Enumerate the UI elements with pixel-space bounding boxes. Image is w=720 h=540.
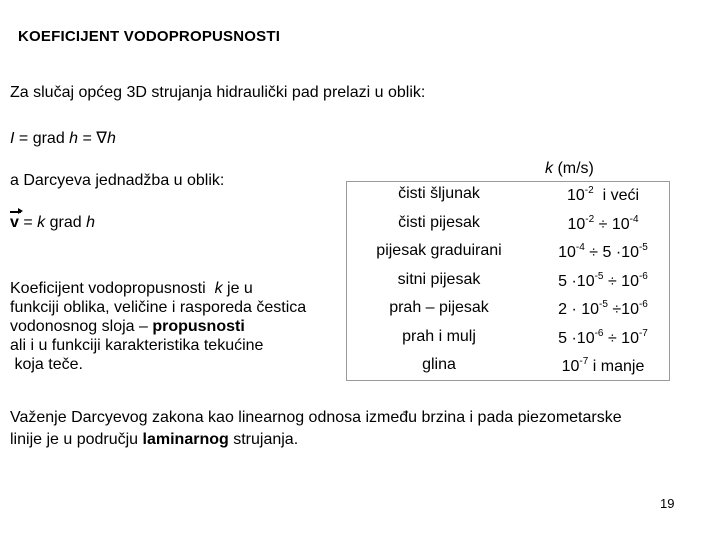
exponent: -6	[638, 271, 648, 282]
coeff-line-3	[10, 317, 350, 336]
coeff-text: Koeficijent vodopropusnosti	[10, 280, 215, 297]
coefficient-description	[10, 279, 350, 374]
permeability-value	[536, 242, 670, 262]
material-name: čisti šljunak	[398, 185, 480, 202]
value-part: ÷ 10	[594, 216, 630, 233]
exponent: -7	[638, 328, 648, 339]
exponent: -7	[579, 356, 589, 367]
exponent: -6	[594, 328, 604, 339]
exponent: -2	[585, 214, 595, 225]
table-row	[346, 185, 670, 213]
value-part: ÷10	[607, 301, 639, 318]
exponent: -6	[638, 299, 648, 310]
value-part: 10	[566, 187, 585, 204]
coeff-k: k	[214, 280, 223, 297]
permeability-value	[536, 271, 670, 291]
material-name: prah – pijesak	[389, 299, 489, 316]
value-part: ÷ 10	[603, 273, 639, 290]
permeability-value	[536, 356, 670, 376]
table-row	[346, 214, 670, 242]
table-row	[346, 271, 670, 299]
coeff-line-5: koja teče.	[10, 356, 83, 373]
value-part: 2 · 10	[558, 301, 600, 318]
exponent: -2	[584, 185, 594, 196]
value-part: i veći	[593, 187, 640, 204]
material-name: sitni pijesak	[397, 271, 481, 288]
permeability-value	[536, 214, 670, 234]
eq2-grad: grad	[45, 214, 87, 231]
material-name: prah i mulj	[402, 328, 476, 345]
eq1-grad: = grad	[14, 130, 70, 147]
value-part: 5 ·10	[558, 330, 595, 347]
table-header	[545, 160, 594, 178]
coeff-line-4: ali i u funkciji karakteristika tekućine	[10, 337, 264, 354]
darcy-equation	[10, 214, 95, 232]
coeff-line-2: funkciji oblika, veličine i rasporeda čestica	[10, 299, 307, 316]
validity-bold-laminarnog: laminarnog	[142, 431, 229, 448]
value-part: 5 ·10	[558, 273, 595, 290]
validity-line-1: Važenje Darcyevog zakona kao linearnog odnosa između brzina i pada piezometarske	[10, 409, 622, 426]
exponent: -5	[638, 242, 648, 253]
value-part: ÷ 10	[603, 330, 639, 347]
eq2-k: k	[37, 214, 46, 231]
coeff-text: je u	[222, 280, 253, 297]
permeability-value	[536, 185, 670, 205]
page-number: 19	[660, 496, 675, 511]
gradient-equation	[10, 128, 116, 148]
validity-text-part: strujanja.	[228, 431, 299, 448]
velocity-vector: v	[10, 214, 19, 231]
intro-text: Za slučaj općeg 3D strujanja hidraulički pad prelazi u oblik:	[10, 84, 426, 101]
value-part: ÷ 5 ·10	[584, 244, 639, 261]
eq1-equals: =	[78, 130, 97, 147]
value-part: i manje	[588, 358, 645, 375]
exponent: -5	[594, 271, 604, 282]
table-row	[346, 356, 670, 384]
eq1-lhs: I	[10, 130, 15, 147]
nabla-symbol: ∇	[96, 130, 107, 147]
material-name: pijesak graduirani	[376, 242, 502, 259]
page-title: KOEFICIJENT VODOPROPUSNOSTI	[18, 28, 281, 45]
permeability-value	[536, 328, 670, 348]
material-name: čisti pijesak	[398, 214, 480, 231]
header-unit: (m/s)	[553, 160, 594, 177]
material-name: glina	[422, 356, 456, 373]
exponent: -4	[629, 214, 639, 225]
darcy-intro-text: a Darcyeva jednadžba u oblik:	[10, 172, 225, 189]
exponent: -4	[575, 242, 585, 253]
table-row	[346, 328, 670, 356]
table-row	[346, 242, 670, 270]
validity-line-2	[10, 429, 622, 451]
value-part: 10	[561, 358, 580, 375]
coeff-text: vodonosnog sloja –	[10, 318, 153, 335]
validity-text	[10, 407, 622, 451]
exponent: -5	[599, 299, 608, 310]
table-row	[346, 299, 670, 327]
value-part: 10	[567, 216, 586, 233]
coeff-bold-propusnosti: propusnosti	[152, 318, 245, 335]
eq1-h1: h	[69, 130, 79, 147]
coeff-line-1	[10, 279, 350, 298]
value-part: 10	[558, 244, 576, 261]
header-k: k	[545, 160, 553, 177]
eq2-equals: =	[18, 214, 38, 231]
eq1-h2: h	[107, 130, 116, 147]
permeability-value	[536, 299, 670, 319]
eq2-h: h	[86, 214, 95, 231]
validity-text-part: linije je u području	[10, 431, 143, 448]
